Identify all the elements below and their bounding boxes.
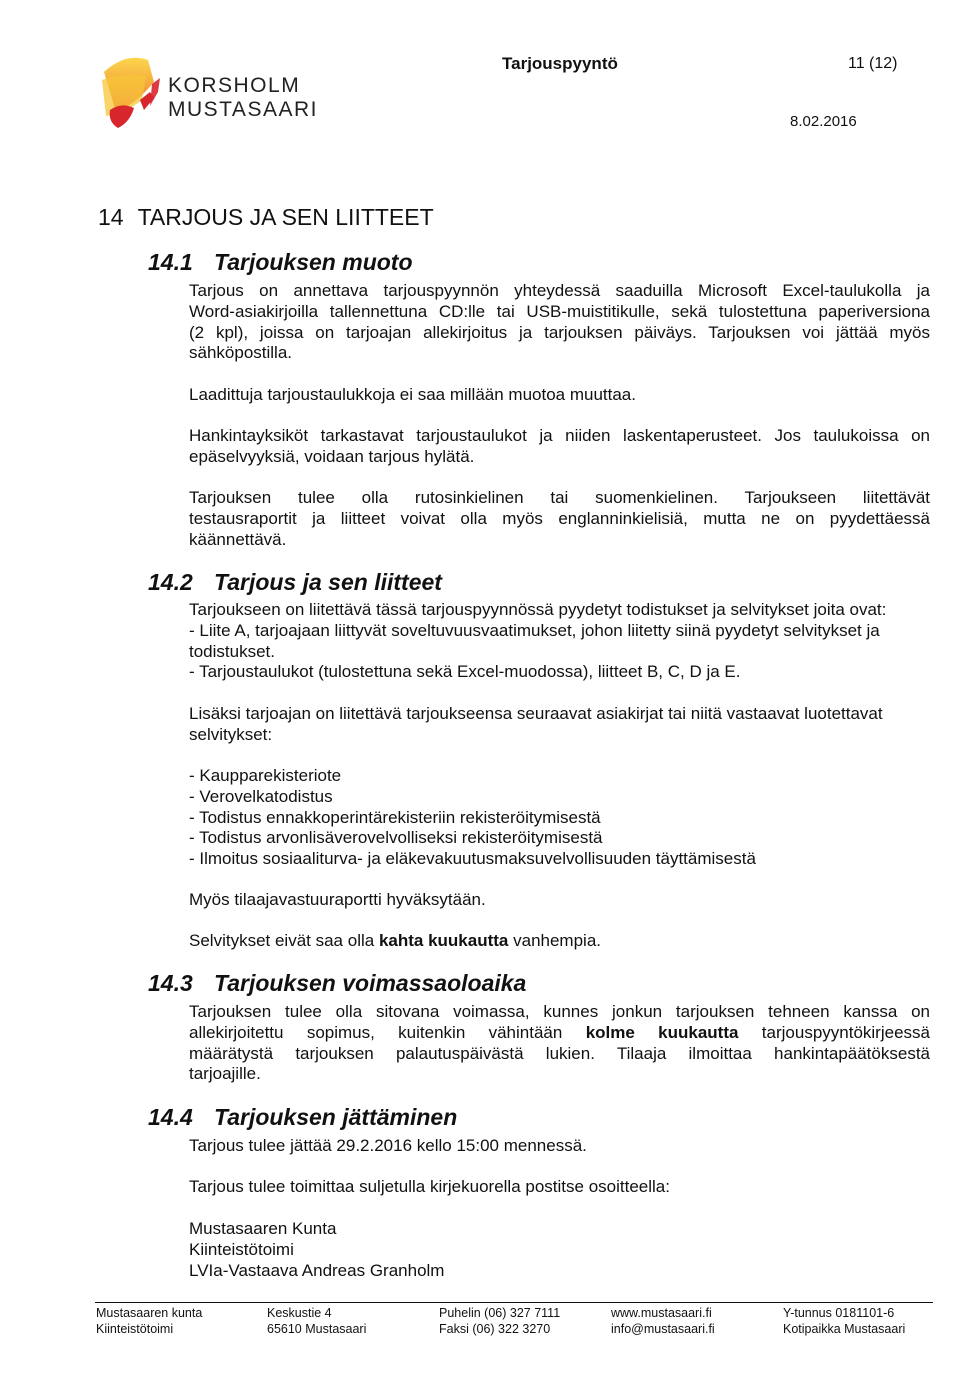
paragraph [189, 426, 930, 468]
text-line [189, 931, 930, 952]
footer-line: Kiinteistötoimi [96, 1321, 174, 1336]
logo-wordmark [168, 74, 318, 122]
footer-line: Y-tunnus 0181101-6 [783, 1306, 895, 1320]
text-line: käännettävä. [189, 529, 287, 549]
text-line: (2 kpl), joissa on tarjoajan allekirjoitus ja tarjouksen päiväys. Tarjouksen voi jättää myös [189, 322, 930, 342]
text-line: Tarjous tulee jättää 29.2.2016 kello 15:00 mennessä. [189, 1136, 587, 1155]
text-line: - Liite A, tarjoajaan liittyvät soveltuvuusvaatimukset, johon liitetty siinä pyydetyt selvitykset ja [189, 620, 880, 640]
subsection-number: 14.3 [148, 970, 193, 996]
paragraph [189, 385, 930, 406]
paragraph [189, 704, 930, 746]
subsection-title: Tarjouksen voimassaoloaika [214, 970, 527, 996]
subsection-title: Tarjous ja sen liitteet [214, 569, 442, 595]
document-list [189, 766, 930, 870]
footer-phone [439, 1306, 560, 1337]
address-line: Kiinteistötoimi [189, 1239, 294, 1259]
list-item: - Todistus ennakkoperintärekisteriin rekisteröitymisestä [189, 807, 601, 827]
address-line: Mustasaaren Kunta [189, 1219, 337, 1238]
subsection-heading-14-2 [148, 569, 442, 596]
subsection-number: 14.1 [148, 249, 193, 275]
footer-line: Faksi (06) 322 3270 [439, 1321, 551, 1336]
emphasis-text: kolme kuukautta [585, 1022, 739, 1042]
municipality-logo [96, 52, 166, 134]
page-number: 11 (12) [848, 55, 898, 72]
footer-divider [95, 1302, 933, 1303]
subsection-number: 14.2 [148, 569, 193, 595]
list-item: - Kaupparekisteriote [189, 766, 342, 785]
text-run: Selvitykset eivät saa olla [189, 931, 375, 950]
text-line: Hankintayksiköt tarkastavat tarjoustaulukot ja niiden laskentaperusteet. Jos taulukoissa on [189, 426, 930, 445]
list-item: - Ilmoitus sosiaaliturva- ja eläkevakuutusmaksuvelvollisuuden täyttämisestä [189, 849, 756, 869]
text-line: testausraportit ja liitteet voivat olla myös englanninkielisiä, mutta ne on pyydettäessä [189, 508, 930, 528]
paragraph [189, 1177, 930, 1198]
section-title: TARJOUS JA SEN LIITTEET [137, 204, 434, 230]
text-line: Tarjous tulee toimittaa suljetulla kirjekuorella postitse osoitteella: [189, 1177, 670, 1196]
subsection-heading-14-1 [148, 249, 413, 276]
text-line: - Tarjoustaulukot (tulostettuna sekä Excel-muodossa), liitteet B, C, D ja E. [189, 662, 741, 682]
paragraph [189, 1002, 930, 1085]
text-line: Lisäksi tarjoajan on liitettävä tarjoukseensa seuraavat asiakirjat tai niitä vastaavat luotettavat [189, 704, 883, 723]
paragraph [189, 931, 930, 952]
text-line: Laadittuja tarjoustaulukkoja ei saa millään muotoa muuttaa. [189, 385, 636, 404]
paragraph [189, 1136, 930, 1157]
footer-organization [96, 1306, 202, 1337]
footer-website-link[interactable]: www.mustasaari.fi [611, 1306, 712, 1320]
text-line: Tarjouksen tulee olla sitovana voimassa, kunnes jonkun tarjouksen tehneen kanssa on [189, 1002, 930, 1021]
paragraph [189, 281, 930, 364]
postal-address [189, 1219, 930, 1281]
emphasis-text: kahta kuukautta [378, 931, 509, 950]
footer-line: Kotipaikka Mustasaari [783, 1321, 906, 1336]
footer-address [267, 1306, 366, 1337]
footer-line: Puhelin (06) 327 7111 [439, 1306, 561, 1320]
subsection-heading-14-3 [148, 970, 526, 997]
subsection-number: 14.4 [148, 1104, 193, 1130]
footer-web [611, 1306, 715, 1337]
text-line: epäselvyyksiä, voidaan tarjous hylätä. [189, 446, 475, 466]
text-line: Myös tilaajavastuuraportti hyväksytään. [189, 890, 486, 909]
text-line: tarjoajille. [189, 1064, 261, 1084]
footer-line: 65610 Mustasaari [267, 1321, 367, 1336]
text-line: Word-asiakirjoilla tallennettuna CD:lle tai USB-muistitikulle, sekä tulostettuna paperiversiona [189, 301, 930, 321]
paragraph [189, 488, 930, 550]
section-number: 14 [98, 204, 124, 230]
text-line: Tarjouksen tulee olla rutosinkielinen tai suomenkielinen. Tarjoukseen liitettävät [189, 488, 930, 507]
text-line: selvitykset: [189, 724, 273, 744]
text-line [189, 1023, 930, 1044]
paragraph [189, 890, 930, 911]
text-line: sähköpostilla. [189, 343, 293, 363]
text-line: määrätystä tarjouksen palautuspäivästä lukien. Tilaaja ilmoittaa hankintapäätöksestä [189, 1043, 930, 1063]
section-heading [98, 204, 434, 231]
text-run: tarjouspyyntökirjeessä [761, 1022, 930, 1042]
logo-line-2: MUSTASAARI [168, 98, 318, 121]
footer-line: Keskustie 4 [267, 1306, 332, 1320]
address-line: LVIa-Vastaava Andreas Granholm [189, 1260, 445, 1280]
subsection-title: Tarjouksen muoto [214, 249, 413, 275]
text-run: allekirjoitettu sopimus, kuitenkin vähintään [189, 1022, 563, 1042]
list-item: - Verovelkatodistus [189, 786, 333, 806]
list-item: - Todistus arvonlisäverovelvolliseksi rekisteröitymisestä [189, 828, 603, 848]
footer-email-link[interactable]: info@mustasaari.fi [611, 1321, 715, 1336]
text-line: Tarjoukseen on liitettävä tässä tarjouspyynnössä pyydetyt todistukset ja selvitykset joita ovat: [189, 600, 887, 619]
document-date: 8.02.2016 [790, 113, 857, 130]
footer-business-id [783, 1306, 905, 1337]
subsection-title: Tarjouksen jättäminen [214, 1104, 458, 1130]
text-line: Tarjous on annettava tarjouspyynnön yhteydessä saaduilla Microsoft Excel-taulukolla ja [189, 281, 930, 300]
footer-line: Mustasaaren kunta [96, 1306, 203, 1320]
logo-line-1: KORSHOLM [168, 74, 301, 97]
text-line: todistukset. [189, 641, 275, 661]
subsection-heading-14-4 [148, 1104, 457, 1131]
paragraph [189, 600, 930, 683]
document-title: Tarjouspyyntö [502, 54, 618, 73]
text-run: vanhempia. [513, 931, 601, 950]
